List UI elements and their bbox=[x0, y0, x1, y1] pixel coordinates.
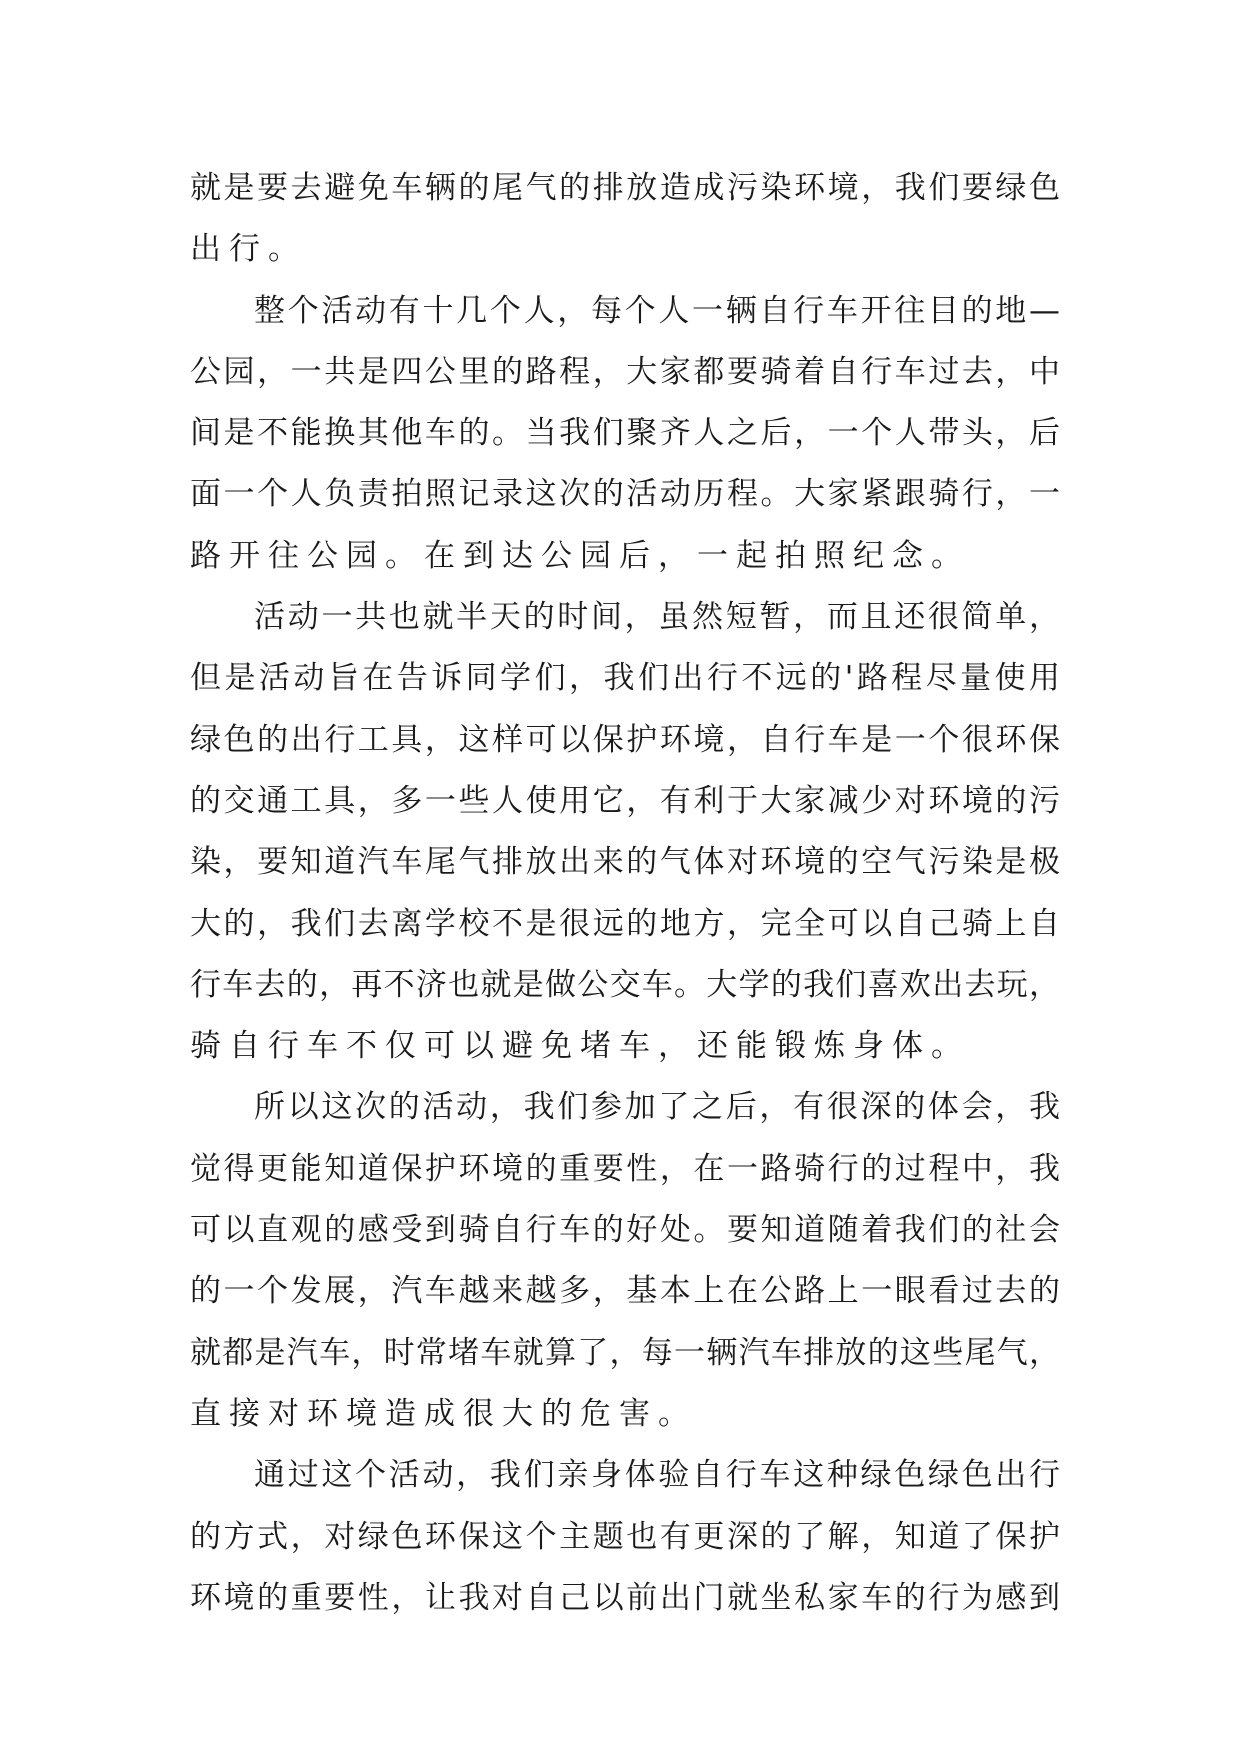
text-line: 就都是汽车，时常堵车就算了，每一辆汽车排放的这些尾气， bbox=[190, 1334, 1060, 1371]
text-line: 的一个发展，汽车越来越多，基本上在公路上一眼看过去的 bbox=[190, 1273, 1060, 1310]
text-line: 的交通工具，多一些人使用它，有利于大家减少对环境的污 bbox=[190, 782, 1060, 819]
text-line: 但是活动旨在告诉同学们，我们出行不远的'路程尽量使用 bbox=[190, 660, 1060, 697]
text-line: 通过这个活动，我们亲身体验自行车这种绿色绿色出行 bbox=[254, 1457, 1060, 1494]
text-line: 绿色的出行工具，这样可以保护环境，自行车是一个很环保 bbox=[190, 721, 1060, 758]
text-line: 的方式，对绿色环保这个主题也有更深的了解，知道了保护 bbox=[190, 1518, 1060, 1555]
text-line: 出行。 bbox=[190, 231, 307, 268]
text-line: 直接对环境造成很大的危害。 bbox=[190, 1395, 697, 1432]
text-line: 染，要知道汽车尾气排放出来的气体对环境的空气污染是极 bbox=[190, 844, 1060, 881]
text-line: 公园，一共是四公里的路程，大家都要骑着自行车过去，中 bbox=[190, 353, 1060, 390]
text-line: 大的，我们去离学校不是很远的地方，完全可以自己骑上自 bbox=[190, 905, 1060, 942]
text-line: 可以直观的感受到骑自行车的好处。要知道随着我们的社会 bbox=[190, 1212, 1060, 1249]
document-body bbox=[190, 158, 1060, 1629]
text-line: 间是不能换其他车的。当我们聚齐人之后，一个人带头，后 bbox=[190, 415, 1060, 452]
text-line: 环境的重要性，让我对自己以前出门就坐私家车的行为感到 bbox=[190, 1579, 1060, 1616]
text-line: 整个活动有十几个人，每个人一辆自行车开往目的地— bbox=[254, 292, 1060, 329]
text-line: 骑自行车不仅可以避免堵车，还能锻炼身体。 bbox=[190, 1028, 970, 1065]
text-line: 觉得更能知道保护环境的重要性，在一路骑行的过程中，我 bbox=[190, 1150, 1060, 1187]
text-line: 就是要去避免车辆的尾气的排放造成污染环境，我们要绿色 bbox=[190, 170, 1060, 206]
text-line: 面一个人负责拍照记录这次的活动历程。大家紧跟骑行，一 bbox=[190, 476, 1060, 513]
text-line: 所以这次的活动，我们参加了之后，有很深的体会，我 bbox=[254, 1089, 1060, 1126]
text-line: 路开往公园。在到达公园后，一起拍照纪念。 bbox=[190, 537, 970, 574]
text-line: 活动一共也就半天的时间，虽然短暂，而且还很简单， bbox=[254, 599, 1060, 636]
text-line: 行车去的，再不济也就是做公交车。大学的我们喜欢出去玩， bbox=[190, 966, 1060, 1003]
